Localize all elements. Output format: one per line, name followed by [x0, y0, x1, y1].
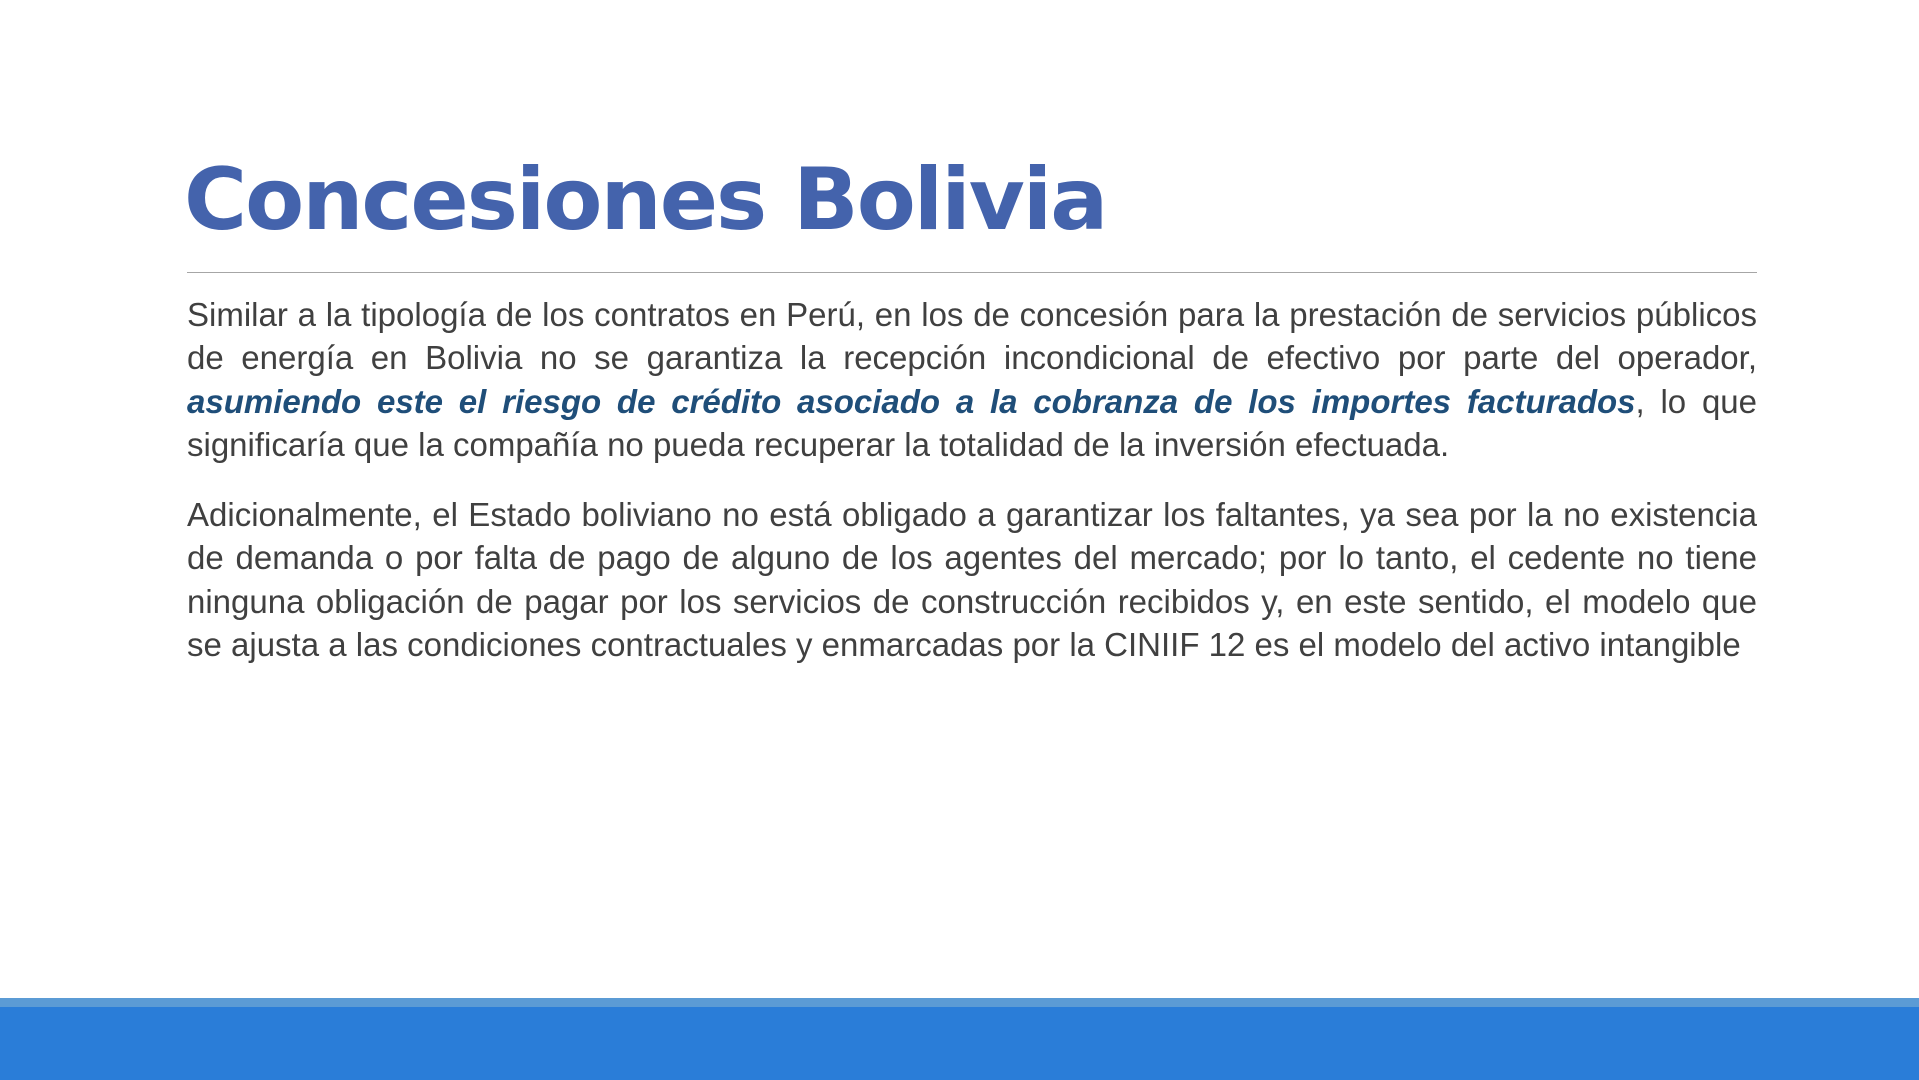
paragraph-1	[187, 293, 1757, 466]
footer-accent-bar	[0, 998, 1919, 1007]
paragraph-1-emphasis: asumiendo este el riesgo de crédito asociado a la cobranza de los importes facturados	[187, 382, 1636, 420]
paragraph-1-text-end: , lo que significaría que la compañía no pueda recuperar la totalidad de la inversión efectuada.	[187, 382, 1758, 463]
slide-title: Concesiones Bolivia	[184, 150, 1107, 250]
footer-bar	[0, 1007, 1919, 1080]
slide-body	[187, 293, 1757, 666]
paragraph-1-text-start: Similar a la tipología de los contratos en Perú, en los de concesión para la prestación de servicios públicos de energía en Bolivia no se garantiza la recepción incondicional de efectivo por parte del operador,	[187, 296, 1757, 377]
title-divider	[187, 272, 1757, 273]
paragraph-2: Adicionalmente, el Estado boliviano no está obligado a garantizar los faltantes, ya sea por la no existencia de demanda o por falta de pago de alguno de los agentes del mercado; por lo tanto, el cedente no tiene ninguna obligación de pagar por los servicios de construcción recibidos y, en este sentido, el modelo que se ajusta a las condiciones contractuales y enmarcadas por la CINIIF 12 es el modelo del activo intangible	[187, 496, 1757, 664]
